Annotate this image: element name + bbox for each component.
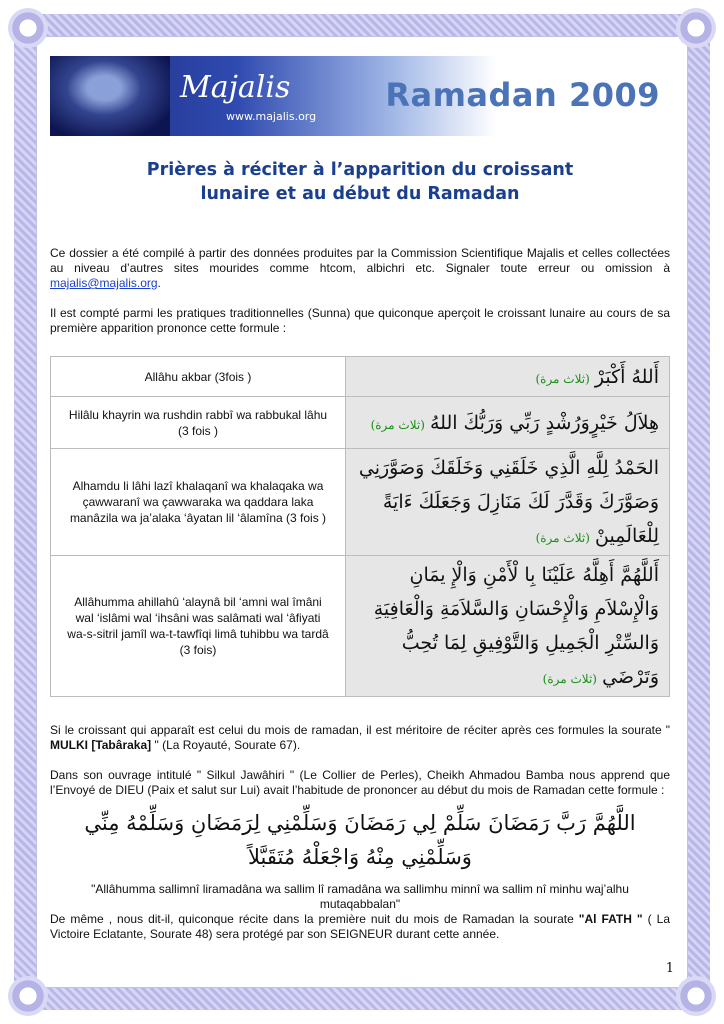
sourate-name: MULKI [Tabâraka]	[50, 738, 152, 752]
translit-cell: Allâhu akbar (3fois )	[51, 357, 346, 397]
final-paragraph	[50, 912, 670, 942]
formula-line-2: وَسَلِّمْنِي مِنْهُ وَاجْعَلْهُ مُتَقَبَّلاً	[248, 845, 472, 869]
title-line-1: Prières à réciter à l’apparition du croissant	[146, 160, 574, 180]
arabic-formula	[50, 806, 670, 874]
arabic-text: الحَمْدُ لِلَّهِ الَّذِي خَلَقَنِي وَخَلَقَكَ وَصَوَّرَنِي وَصَوَّرَكَ وَقَدَّرَ لَكَ مَنَازِلَ وَجَعَلَكَ ءَايَةً لِلْعَالَمِينْ	[358, 457, 659, 547]
content	[50, 56, 670, 942]
title-line-2: lunaire et au début du Ramadan	[200, 184, 520, 204]
translit-cell: Hilâlu khayrin wa rushdin rabbî wa rabbukal lâhu (3 fois )	[51, 397, 346, 449]
arabic-text: أَللهُ أَكْبَرْ	[594, 365, 659, 388]
arabic-cell	[346, 556, 670, 697]
repeat-note: (ثلاث مرة)	[535, 371, 590, 386]
intro-text: Ce dossier a été compilé à partir des données produites par la Commission Scientifique Majalis et celles collectées au niveau d’autres sites mourides comme htcom, albichri etc. Signaler toute erreur ou omission à	[50, 246, 670, 275]
silkul-paragraph: Dans son ouvrage intitulé " Silkul Jawâhiri " (Le Collier de Perles), Cheikh Ahmadou Bamba nous apprend que l’Envoyé de DIEU (Paix et salut sur Lui) avait l’habitude de prononcer au début du mois de Ramadan cette formule :	[50, 768, 670, 797]
corner-ornament-icon	[8, 976, 48, 1016]
table-row	[51, 357, 670, 397]
final-text: De même , nous dit-il, quiconque récite dans la première nuit du mois de Ramadan la sourate	[50, 912, 579, 926]
corner-ornament-icon	[676, 8, 716, 48]
arabic-cell	[346, 397, 670, 449]
table-row	[51, 397, 670, 449]
page-title	[50, 158, 670, 206]
repeat-note: (ثلاث مرة)	[370, 417, 425, 432]
formula-transliteration: "Allâhumma sallimnî liramadâna wa sallim lî ramadâna wa sallimhu minnî wa sallim nî minhu waj’alhu mutaqabbalan"	[91, 882, 629, 911]
corner-ornament-icon	[8, 8, 48, 48]
table-row	[51, 556, 670, 697]
page-number: 1	[665, 961, 674, 976]
intro-end: .	[157, 276, 161, 290]
site-url: www.majalis.org	[226, 110, 317, 123]
translit-cell: Allâhumma ahillahû ‘alaynâ bil ‘amni wal îmâni wal ‘islâmi wal ‘ihsâni was salâmati wal ‘âfiyati wa-s-sitril jamîl wa-t-tawfîqi limâ tuhibbu wa tardâ (3 fois)	[51, 556, 346, 697]
mulki-paragraph	[50, 723, 670, 753]
repeat-note: (ثلاث مرة)	[535, 531, 590, 545]
arabic-text: هِلاَلُ خَيْرٍوَرُشْدٍ رَبِّي وَرَبُّكَ اللهُ	[429, 411, 659, 434]
prayers-table	[50, 356, 670, 697]
arabic-cell	[346, 357, 670, 397]
arabic-cell	[346, 449, 670, 556]
arabic-text: أَللَّهُمَّ أَهِلَّهُ عَلَيْنَا بِا لْأَمْنِ وَالْإِ يمَانِ وَالْإِسْلاَمِ وَالْإِحْسَانِ وَالسَّلاَمَةِ وَالْعَافِيَةِ وَالسِّتْرِ الْجَمِيلِ وَالتَّوْفِيقِ لِمَا تُحِبُّ وَتَرْضَي	[373, 564, 659, 688]
header-banner	[50, 56, 670, 136]
email-link[interactable]: majalis@majalis.org	[50, 276, 158, 290]
translit-cell: Alhamdu li lâhi lazî khalaqanî wa khalaqaka wa çawwaranî wa çawwaraka wa qaddara laka manâzila wa ja’alaka ‘âyatan lil ‘âlamîna (3 fois )	[51, 449, 346, 556]
sourate-name: "Al FATH "	[578, 912, 643, 926]
logo: Majalis	[180, 70, 291, 105]
mulki-text: Si le croissant qui apparaît est celui du mois de ramadan, il est méritoire de réciter après ces formules la sourate "	[50, 723, 670, 737]
sunna-paragraph: Il est compté parmi les pratiques traditionnelles (Sunna) que quiconque aperçoit le croissant lunaire au cours de sa première apparition prononce cette formule :	[50, 306, 670, 335]
final-end: ( La Victoire Eclatante, Sourate 48) sera protégé par son SEIGNEUR durant cette année.	[50, 912, 670, 941]
banner-title: Ramadan 2009	[385, 76, 660, 114]
intro-paragraph	[50, 246, 670, 291]
banner-photo	[50, 56, 170, 136]
table-row	[51, 449, 670, 556]
formula-line-1: اللَّهُمَّ رَبَّ رَمَضَانَ سَلِّمْ لِي رَمَضَانَ وَسَلِّمْنِي لِرَمَضَانِ وَسَلِّمْهُ مِنِّي	[84, 811, 636, 835]
corner-ornament-icon	[676, 976, 716, 1016]
mulki-end: " (La Royauté, Sourate 67).	[151, 738, 301, 752]
repeat-note: (ثلاث مرة)	[542, 672, 597, 686]
